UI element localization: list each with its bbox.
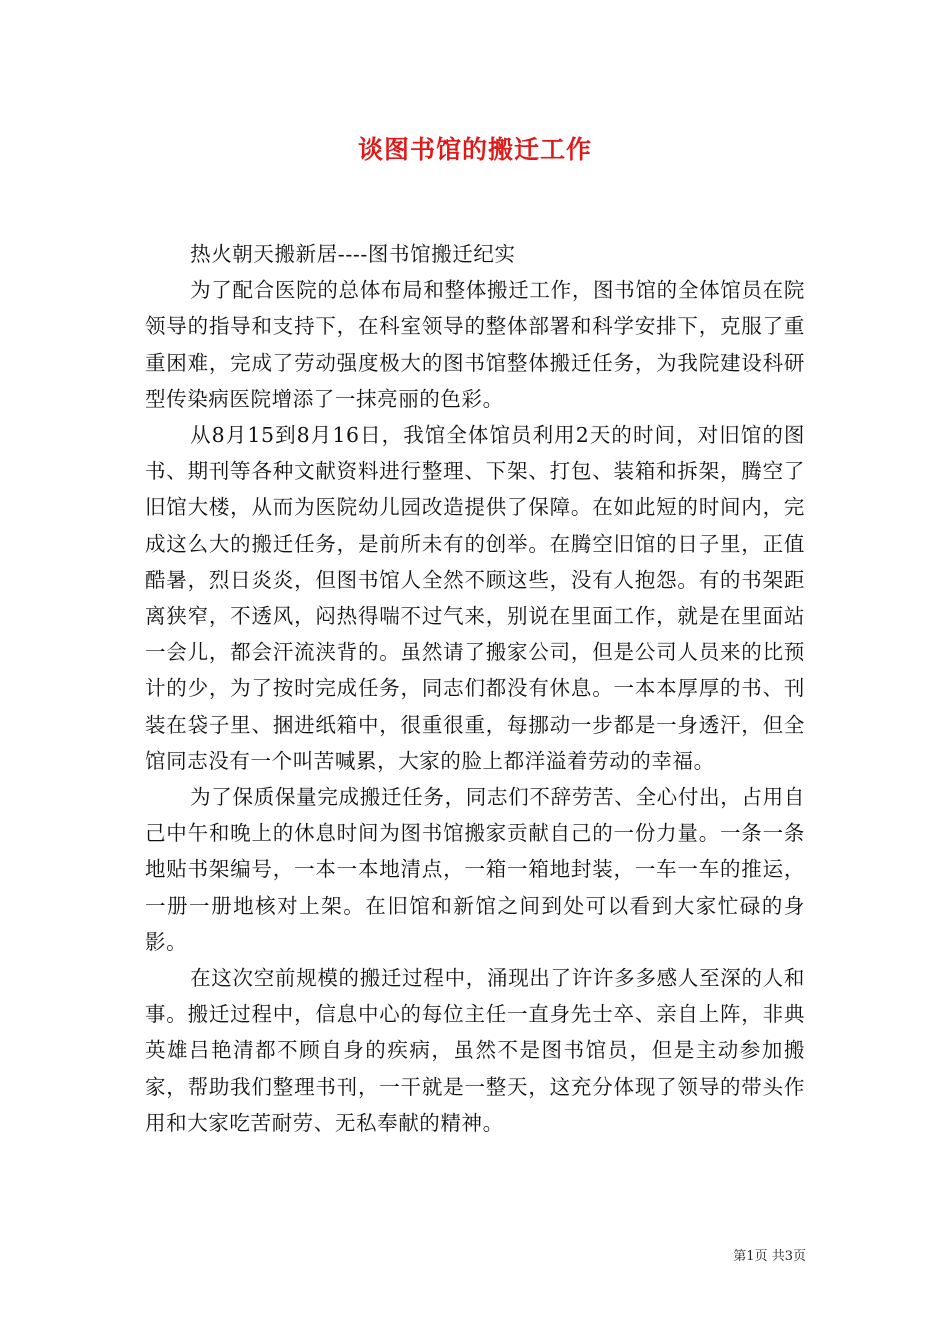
paragraph-3: 为了保质保量完成搬迁任务，同志们不辞劳苦、全心付出，占用自己中午和晚上的休息时间为图书馆搬家贡献自己的一份力量。一条一条地贴书架编号，一本一本地清点，一箱一箱地封装，一车一车的推运，一册一册地核对上架。在旧馆和新馆之间到处可以看到大家忙碌的身影。	[145, 785, 805, 954]
footer-current-page: 1	[746, 1249, 755, 1264]
paragraph-1: 为了配合医院的总体布局和整体搬迁工作，图书馆的全体馆员在院领导的指导和支持下，在科室领导的整体部署和科学安排下，克服了重重困难，完成了劳动强度极大的图书馆整体搬迁任务，为我院建设科研型传染病医院增添了一抹亮丽的色彩。	[145, 278, 805, 411]
document-body	[145, 236, 805, 1141]
page-number-footer	[733, 1248, 806, 1266]
footer-middle: 页 共	[754, 1249, 785, 1264]
document-subtitle: 热火朝天搬新居----图书馆搬迁纪实	[190, 242, 516, 266]
document-title: 谈图书馆的搬迁工作	[357, 135, 592, 164]
footer-prefix: 第	[733, 1249, 747, 1264]
paragraph-4: 在这次空前规模的搬迁过程中，涌现出了许许多多感人至深的人和事。搬迁过程中，信息中心的每位主任一直身先士卒、亲自上阵，非典英雄吕艳清都不顾自身的疾病，虽然不是图书馆员，但是主动参加搬家，帮助我们整理书刊，一干就是一整天，这充分体现了领导的带头作用和大家吃苦耐劳、无私奉献的精神。	[145, 966, 805, 1135]
footer-suffix: 页	[792, 1249, 806, 1264]
paragraph-2: 从8月15到8月16日，我馆全体馆员利用2天的时间，对旧馆的图书、期刊等各种文献资料进行整理、下架、打包、装箱和拆架，腾空了旧馆大楼，从而为医院幼儿园改造提供了保障。在如此短的时间内，完成这么大的搬迁任务，是前所未有的创举。在腾空旧馆的日子里，正值酷暑，烈日炎炎，但图书馆人全然不顾这些，没有人抱怨。有的书架距离狭窄，不透风，闷热得喘不过气来，别说在里面工作，就是在里面站一会儿，都会汗流浃背的。虽然请了搬家公司，但是公司人员来的比预计的少，为了按时完成任务，同志们都没有休息。一本本厚厚的书、刊装在袋子里、捆进纸箱中，很重很重，每挪动一步都是一身透汗，但全馆同志没有一个叫苦喊累，大家的脸上都洋溢着劳动的幸福。	[145, 423, 805, 773]
footer-total-pages: 3	[784, 1249, 793, 1264]
